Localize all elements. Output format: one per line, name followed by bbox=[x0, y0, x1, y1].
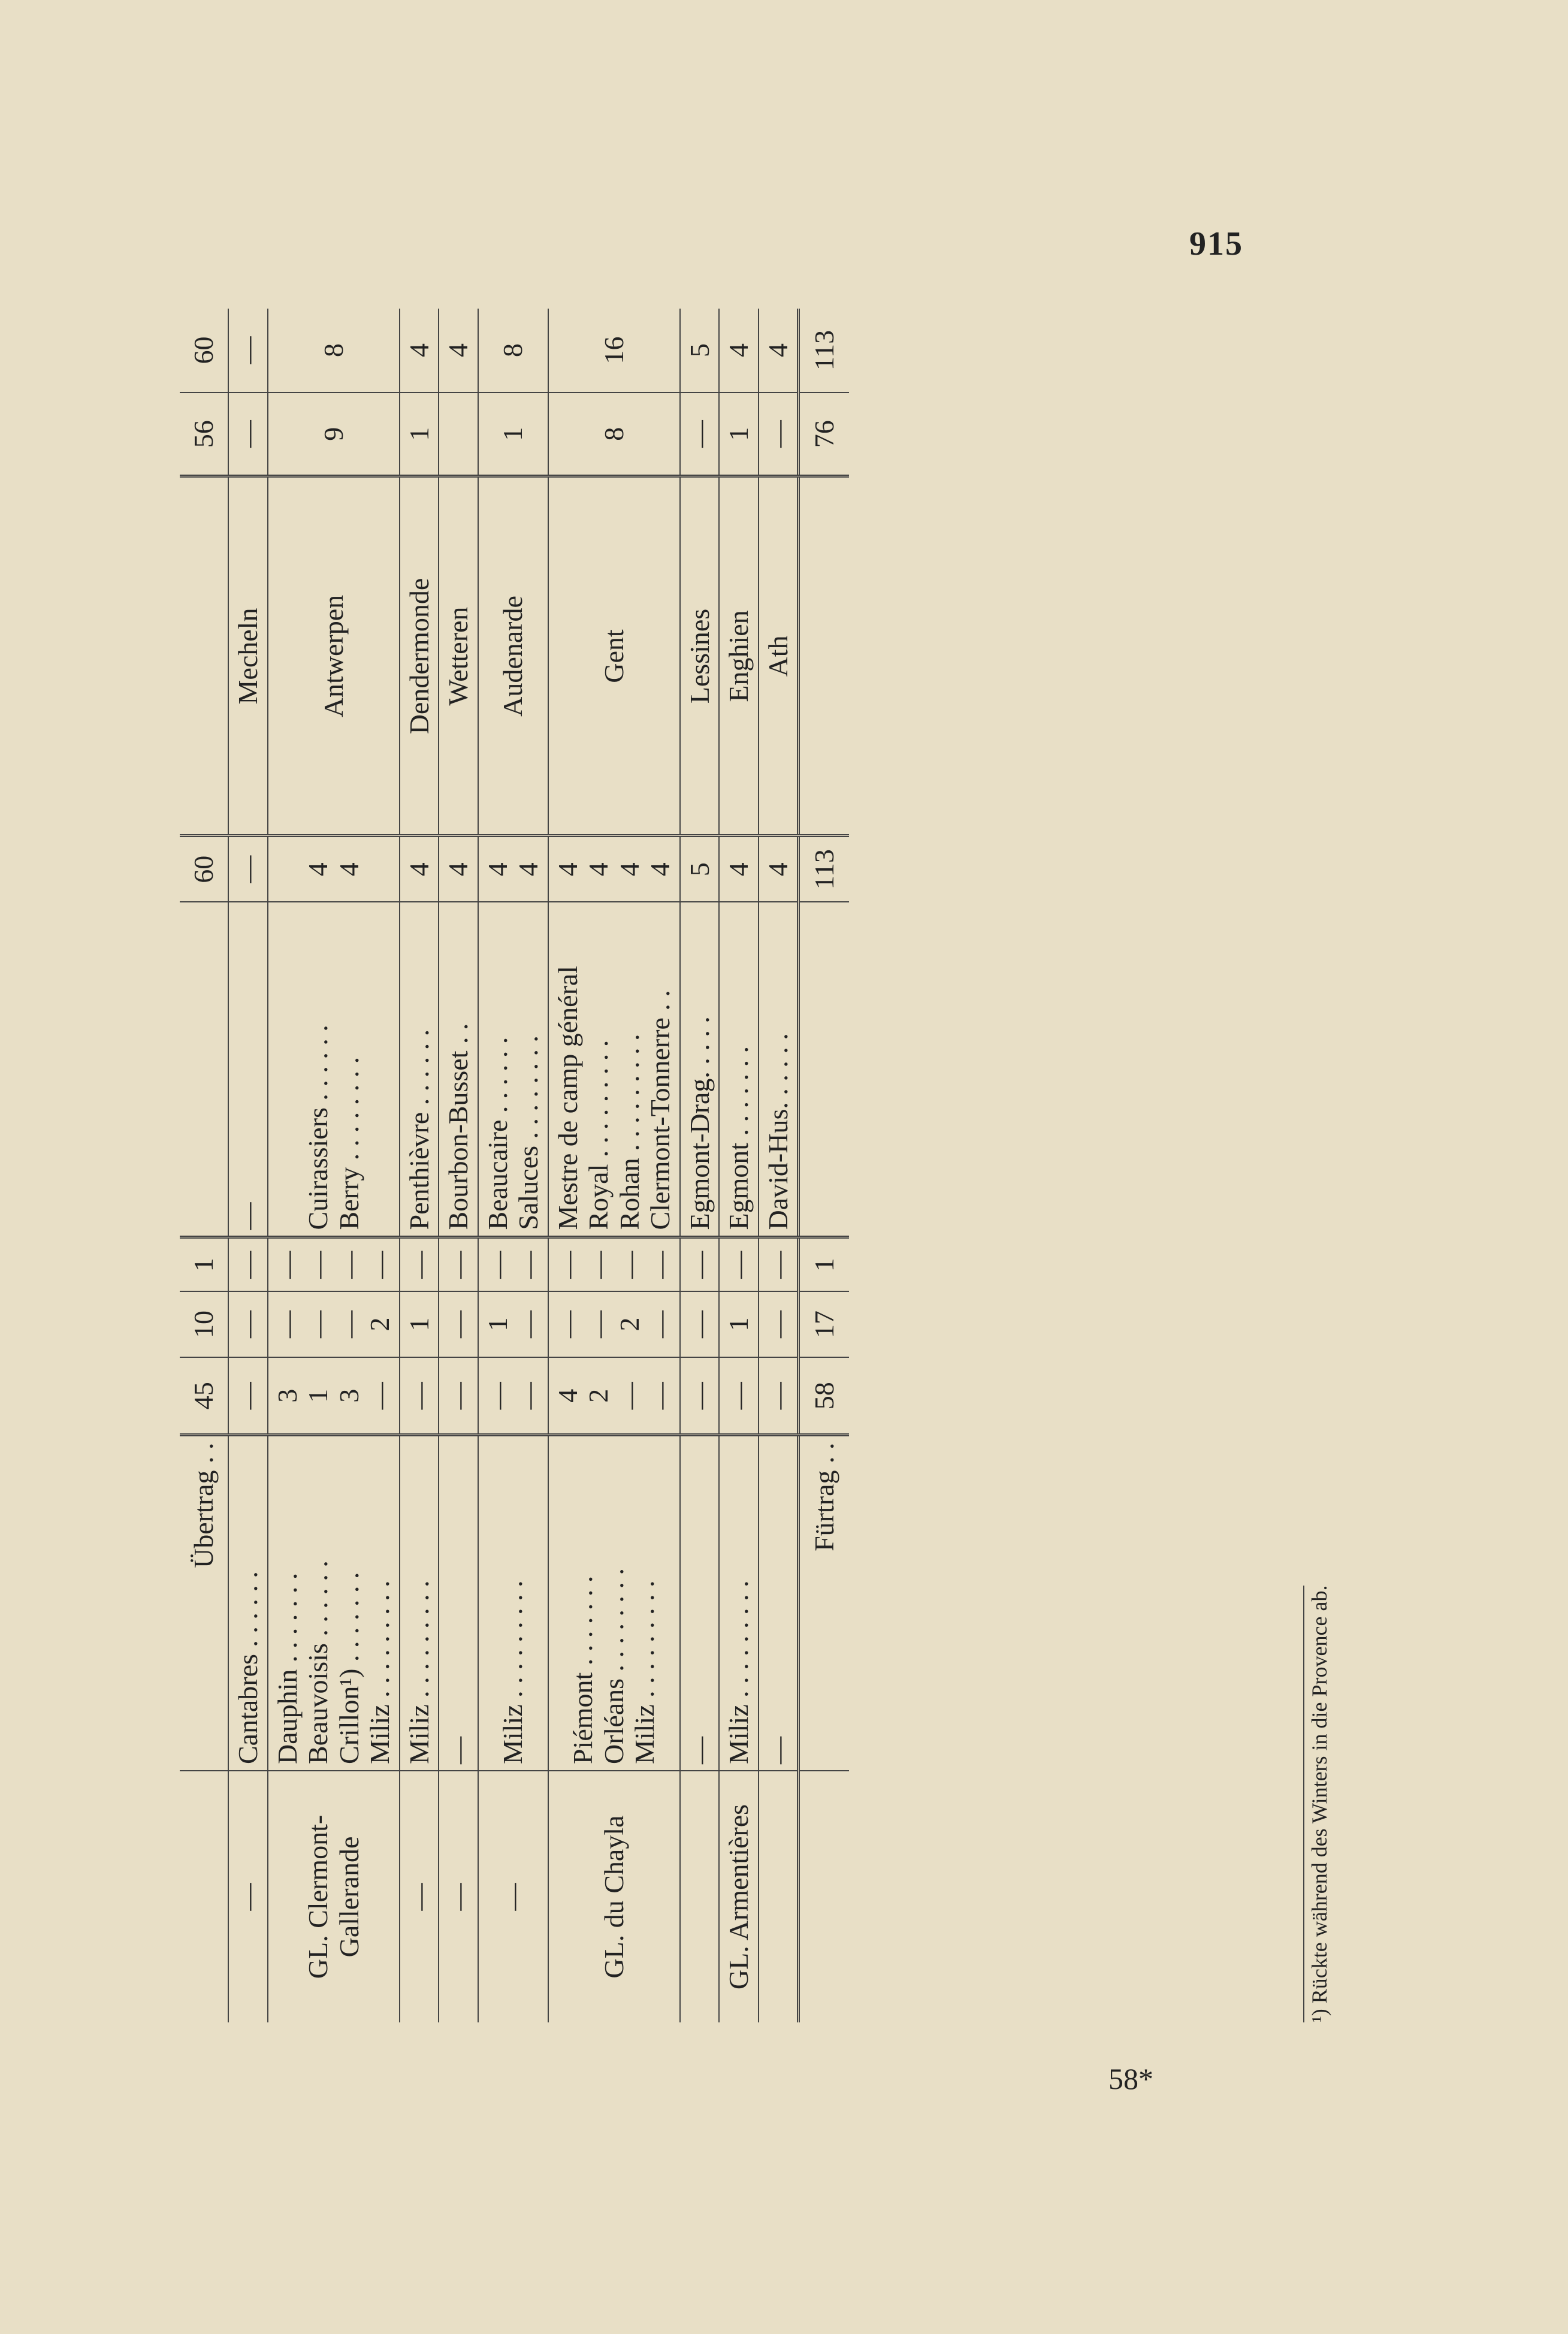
other-cell-line: — bbox=[645, 1251, 676, 1279]
total-battalions-cell: — bbox=[228, 392, 268, 476]
battalions-cell bbox=[719, 1357, 759, 1435]
infantry-units-cell-line: — bbox=[684, 1737, 715, 1764]
infantry-units-cell-line: Cantabres . . . . . . bbox=[232, 1571, 263, 1764]
table-row bbox=[719, 309, 759, 2022]
total-squadrons-cell: 4 bbox=[759, 309, 799, 392]
battalions-cell-line: — bbox=[364, 1382, 395, 1410]
squadrons-cell-line: 4 bbox=[762, 862, 793, 877]
total-squadrons-cell: 16 bbox=[548, 309, 680, 392]
squadrons-cell bbox=[228, 836, 268, 902]
signature-mark: 58* bbox=[1108, 2062, 1153, 2096]
other-cell-line: — bbox=[303, 1251, 334, 1279]
squadrons-cell-line: 4 bbox=[482, 862, 513, 877]
cavalry-units-cell bbox=[268, 902, 400, 1237]
corps-cell-line: — bbox=[443, 1883, 474, 1911]
battalions-cell-line: 1 bbox=[303, 1388, 334, 1403]
garrison-table bbox=[180, 309, 849, 2022]
other-cell-line: — bbox=[232, 1251, 263, 1279]
battalions-cell-line: — bbox=[443, 1382, 474, 1410]
militia-cell-line: 2 bbox=[364, 1317, 395, 1331]
battalions-cell-line: — bbox=[723, 1382, 754, 1410]
squadrons-cell bbox=[680, 836, 720, 902]
other-cell-line: — bbox=[333, 1251, 364, 1279]
garrison-place-cell: Lessines bbox=[680, 476, 720, 836]
cavalry-units-cell-line: Mestre de camp général bbox=[552, 965, 583, 1230]
militia-cell bbox=[439, 1291, 478, 1357]
battalions-cell bbox=[439, 1357, 478, 1435]
battalions-cell-line: 4 bbox=[552, 1388, 583, 1403]
total-battalions-cell: — bbox=[759, 392, 799, 476]
total-squadrons-cell: — bbox=[228, 309, 268, 392]
battalions-cell bbox=[478, 1357, 548, 1435]
other-cell bbox=[228, 1237, 268, 1291]
garrison-place-cell: Audenarde bbox=[478, 476, 548, 836]
militia-cell-line: — bbox=[684, 1311, 715, 1338]
battalions-cell bbox=[548, 1357, 680, 1435]
militia-cell-line: — bbox=[443, 1311, 474, 1338]
infantry-units-cell-line: Miliz . . . . . . . . . bbox=[723, 1580, 754, 1764]
battalions-cell-line: — bbox=[513, 1382, 544, 1410]
infantry-units-cell bbox=[400, 1435, 439, 1771]
militia-cell-line: 2 bbox=[614, 1317, 645, 1331]
carryover-label: Übertrag . . bbox=[180, 1435, 228, 1771]
table-row bbox=[680, 309, 720, 2022]
infantry-units-cell bbox=[439, 1435, 478, 1771]
table-body bbox=[228, 309, 799, 2022]
infantry-units-cell-line: — bbox=[443, 1737, 474, 1764]
militia-cell bbox=[680, 1291, 720, 1357]
squadrons-cell bbox=[759, 836, 799, 902]
squadrons-cell bbox=[400, 836, 439, 902]
corps-cell-line: GL. du Chayla bbox=[598, 1815, 629, 1979]
squadrons-cell-line: 4 bbox=[723, 862, 754, 877]
squadrons-cell-line: 4 bbox=[552, 862, 583, 877]
other-cell bbox=[439, 1237, 478, 1291]
other-cell bbox=[478, 1237, 548, 1291]
infantry-units-cell bbox=[548, 1435, 680, 1771]
garrison-place-cell: Ath bbox=[759, 476, 799, 836]
carryover-n4: 60 bbox=[180, 836, 228, 902]
battalions-cell-line: — bbox=[645, 1382, 676, 1410]
infantry-units-cell bbox=[478, 1435, 548, 1771]
infantry-units-cell-line: Miliz . . . . . . . . . bbox=[364, 1580, 395, 1764]
squadrons-cell bbox=[268, 836, 400, 902]
infantry-units-cell bbox=[228, 1435, 268, 1771]
other-cell-line: — bbox=[684, 1251, 715, 1279]
cavalry-units-cell-line: — bbox=[232, 1202, 263, 1230]
cavalry-units-cell-line: Berry . . . . . . . . bbox=[333, 1056, 364, 1230]
cavalry-units-cell-line: Clermont-Tonnerre . . bbox=[645, 990, 676, 1230]
header-place bbox=[180, 476, 228, 836]
cavalry-units-cell bbox=[478, 902, 548, 1237]
other-cell-line: — bbox=[271, 1251, 303, 1279]
corps-cell-line: GL. Armentières bbox=[723, 1804, 754, 1990]
corps-cell bbox=[759, 1771, 799, 2022]
squadrons-cell-line: 4 bbox=[403, 862, 434, 877]
militia-cell-line: — bbox=[271, 1311, 303, 1338]
corps-cell-line: Gallerande bbox=[333, 1836, 364, 1958]
battalions-cell-line: — bbox=[684, 1382, 715, 1410]
battalions-cell bbox=[759, 1357, 799, 1435]
squadrons-cell-line: 4 bbox=[614, 862, 645, 877]
squadrons-cell bbox=[478, 836, 548, 902]
cavalry-units-cell bbox=[759, 902, 799, 1237]
total-n4: 113 bbox=[799, 836, 850, 902]
battalions-cell bbox=[680, 1357, 720, 1435]
total-row bbox=[799, 309, 850, 2022]
infantry-units-cell-line: Crillon¹) . . . . . . . bbox=[333, 1572, 364, 1764]
total-n3: 1 bbox=[799, 1237, 850, 1291]
header-cavalry bbox=[180, 902, 228, 1237]
cavalry-units-cell-line: David-Hus. . . . . . bbox=[762, 1033, 793, 1230]
infantry-units-cell-line: Dauphin . . . . . . . bbox=[271, 1572, 303, 1764]
total-battalions-cell: 1 bbox=[478, 392, 548, 476]
table-row bbox=[759, 309, 799, 2022]
total-blank bbox=[799, 1771, 850, 2022]
cavalry-units-cell bbox=[228, 902, 268, 1237]
total-squadrons-cell: 4 bbox=[439, 309, 478, 392]
corps-cell-line: — bbox=[403, 1883, 434, 1911]
militia-cell bbox=[228, 1291, 268, 1357]
total-n2: 17 bbox=[799, 1291, 850, 1357]
total-squadrons-cell: 5 bbox=[680, 309, 720, 392]
other-cell bbox=[268, 1237, 400, 1291]
total-n1: 58 bbox=[799, 1357, 850, 1435]
militia-cell bbox=[478, 1291, 548, 1357]
footnote: ¹) Rückte während des Winters in die Provence ab. bbox=[1303, 1586, 1332, 2022]
infantry-units-cell bbox=[680, 1435, 720, 1771]
header-corps bbox=[180, 1771, 228, 2022]
corps-cell-line: — bbox=[497, 1883, 528, 1911]
cavalry-units-cell-line: Beaucaire . . . . . . bbox=[482, 1037, 513, 1230]
battalions-cell-line: 3 bbox=[271, 1388, 303, 1403]
total-squadrons-cell: 4 bbox=[400, 309, 439, 392]
carryover-n6: 60 bbox=[180, 309, 228, 392]
battalions-cell-line: 2 bbox=[583, 1388, 614, 1403]
battalions-cell-line: — bbox=[403, 1382, 434, 1410]
corps-cell bbox=[680, 1771, 720, 2022]
squadrons-cell-line: 4 bbox=[645, 862, 676, 877]
cavalry-units-cell bbox=[719, 902, 759, 1237]
corps-cell-line: — bbox=[232, 1883, 263, 1911]
battalions-cell-line: — bbox=[762, 1382, 793, 1410]
total-n6: 113 bbox=[799, 309, 850, 392]
other-cell-line: — bbox=[552, 1251, 583, 1279]
carryover-n1: 45 bbox=[180, 1357, 228, 1435]
table-row bbox=[400, 309, 439, 2022]
table-row bbox=[228, 309, 268, 2022]
militia-cell bbox=[400, 1291, 439, 1357]
cavalry-units-cell-line: Egmont . . . . . . . bbox=[723, 1046, 754, 1230]
cavalry-units-cell-line: Rohan . . . . . . . . . bbox=[614, 1034, 645, 1230]
infantry-units-cell bbox=[268, 1435, 400, 1771]
militia-cell-line: — bbox=[333, 1311, 364, 1338]
militia-cell bbox=[759, 1291, 799, 1357]
squadrons-cell bbox=[548, 836, 680, 902]
infantry-units-cell-line: Piémont . . . . . . . bbox=[567, 1575, 599, 1764]
militia-cell-line: — bbox=[762, 1311, 793, 1338]
total-battalions-cell: 1 bbox=[400, 392, 439, 476]
total-squadrons-cell: 8 bbox=[478, 309, 548, 392]
battalions-cell bbox=[400, 1357, 439, 1435]
other-cell-line: — bbox=[583, 1251, 614, 1279]
squadrons-cell bbox=[439, 836, 478, 902]
garrison-place-cell: Antwerpen bbox=[268, 476, 400, 836]
corps-cell bbox=[400, 1771, 439, 2022]
total-battalions-cell bbox=[439, 392, 478, 476]
militia-cell-line: — bbox=[645, 1311, 676, 1338]
cavalry-units-cell-line: Bourbon-Busset . . bbox=[443, 1023, 474, 1230]
cavalry-units-cell bbox=[548, 902, 680, 1237]
total-battalions-cell: 8 bbox=[548, 392, 680, 476]
squadrons-cell bbox=[719, 836, 759, 902]
battalions-cell-line: 3 bbox=[333, 1388, 364, 1403]
militia-cell-line: — bbox=[513, 1311, 544, 1338]
other-cell bbox=[759, 1237, 799, 1291]
total-battalions-cell: 1 bbox=[719, 392, 759, 476]
squadrons-cell-line: 5 bbox=[684, 862, 715, 877]
total-squadrons-cell: 8 bbox=[268, 309, 400, 392]
garrison-place-cell: Mecheln bbox=[228, 476, 268, 836]
battalions-cell-line: — bbox=[232, 1382, 263, 1410]
total-blank-3 bbox=[799, 476, 850, 836]
corps-cell bbox=[228, 1771, 268, 2022]
cavalry-units-cell bbox=[439, 902, 478, 1237]
other-cell-line: — bbox=[364, 1251, 395, 1279]
carryover-row bbox=[180, 309, 228, 2022]
corps-cell bbox=[439, 1771, 478, 2022]
cavalry-units-cell-line: Penthièvre . . . . . . bbox=[403, 1029, 434, 1230]
table-row bbox=[548, 309, 680, 2022]
cavalry-units-cell bbox=[680, 902, 720, 1237]
corps-cell bbox=[548, 1771, 680, 2022]
total-battalions-cell: 9 bbox=[268, 392, 400, 476]
battalions-cell bbox=[228, 1357, 268, 1435]
militia-cell-line: 1 bbox=[723, 1317, 754, 1331]
battalions-cell-line: — bbox=[614, 1382, 645, 1410]
infantry-units-cell bbox=[719, 1435, 759, 1771]
infantry-units-cell-line: — bbox=[762, 1737, 793, 1764]
other-cell-line: — bbox=[513, 1251, 544, 1279]
other-cell bbox=[680, 1237, 720, 1291]
militia-cell-line: 1 bbox=[482, 1317, 513, 1331]
total-label: Fürtrag . . bbox=[799, 1435, 850, 1771]
other-cell-line: — bbox=[443, 1251, 474, 1279]
carryover-n5: 56 bbox=[180, 392, 228, 476]
garrison-place-cell: Wetteren bbox=[439, 476, 478, 836]
militia-cell-line: — bbox=[552, 1311, 583, 1338]
infantry-units-cell-line: Miliz . . . . . . . . . bbox=[497, 1580, 528, 1764]
corps-cell bbox=[719, 1771, 759, 2022]
corps-cell-line: GL. Clermont- bbox=[303, 1814, 334, 1979]
infantry-units-cell bbox=[759, 1435, 799, 1771]
infantry-units-cell-line: Miliz . . . . . . . . . bbox=[403, 1580, 434, 1764]
battalions-cell bbox=[268, 1357, 400, 1435]
table-row bbox=[268, 309, 400, 2022]
garrison-place-cell: Dendermonde bbox=[400, 476, 439, 836]
carryover-n2: 10 bbox=[180, 1291, 228, 1357]
other-cell-line: — bbox=[723, 1251, 754, 1279]
page-number: 915 bbox=[1189, 225, 1243, 262]
militia-cell-line: 1 bbox=[403, 1317, 434, 1331]
other-cell-line: — bbox=[482, 1251, 513, 1279]
total-blank-2 bbox=[799, 902, 850, 1237]
corps-cell bbox=[478, 1771, 548, 2022]
carryover-n3: 1 bbox=[180, 1237, 228, 1291]
total-squadrons-cell: 4 bbox=[719, 309, 759, 392]
battalions-cell-line: — bbox=[482, 1382, 513, 1410]
rotated-table-area bbox=[180, 309, 1331, 2022]
other-cell-line: — bbox=[762, 1251, 793, 1279]
table-row bbox=[439, 309, 478, 2022]
militia-cell bbox=[719, 1291, 759, 1357]
militia-cell bbox=[268, 1291, 400, 1357]
infantry-units-cell-line: Beauvoisis . . . . . . bbox=[303, 1560, 334, 1764]
other-cell bbox=[400, 1237, 439, 1291]
other-cell-line: — bbox=[614, 1251, 645, 1279]
garrison-place-cell: Gent bbox=[548, 476, 680, 836]
infantry-units-cell-line: Orléans . . . . . . . . bbox=[598, 1568, 629, 1764]
table-row bbox=[478, 309, 548, 2022]
militia-cell-line: — bbox=[583, 1311, 614, 1338]
squadrons-cell-line: — bbox=[232, 855, 263, 883]
total-battalions-cell: — bbox=[680, 392, 720, 476]
corps-cell bbox=[268, 1771, 400, 2022]
militia-cell-line: — bbox=[303, 1311, 334, 1338]
militia-cell-line: — bbox=[232, 1311, 263, 1338]
infantry-units-cell-line: Miliz . . . . . . . . . bbox=[629, 1580, 660, 1764]
cavalry-units-cell-line: Saluces . . . . . . . . bbox=[513, 1035, 544, 1230]
cavalry-units-cell-line: Royal . . . . . . . . . bbox=[583, 1040, 614, 1230]
militia-cell bbox=[548, 1291, 680, 1357]
squadrons-cell-line: 4 bbox=[443, 862, 474, 877]
cavalry-units-cell bbox=[400, 902, 439, 1237]
other-cell-line: — bbox=[403, 1251, 434, 1279]
squadrons-cell-line: 4 bbox=[583, 862, 614, 877]
cavalry-units-cell-line: Egmont-Drag. . . . . bbox=[684, 1016, 715, 1230]
other-cell bbox=[548, 1237, 680, 1291]
total-n5: 76 bbox=[799, 392, 850, 476]
garrison-place-cell: Enghien bbox=[719, 476, 759, 836]
squadrons-cell-line: 4 bbox=[513, 862, 544, 877]
squadrons-cell-line: 4 bbox=[303, 862, 334, 877]
squadrons-cell-line: 4 bbox=[333, 862, 364, 877]
other-cell bbox=[719, 1237, 759, 1291]
cavalry-units-cell-line: Cuirassiers . . . . . . bbox=[303, 1025, 334, 1230]
